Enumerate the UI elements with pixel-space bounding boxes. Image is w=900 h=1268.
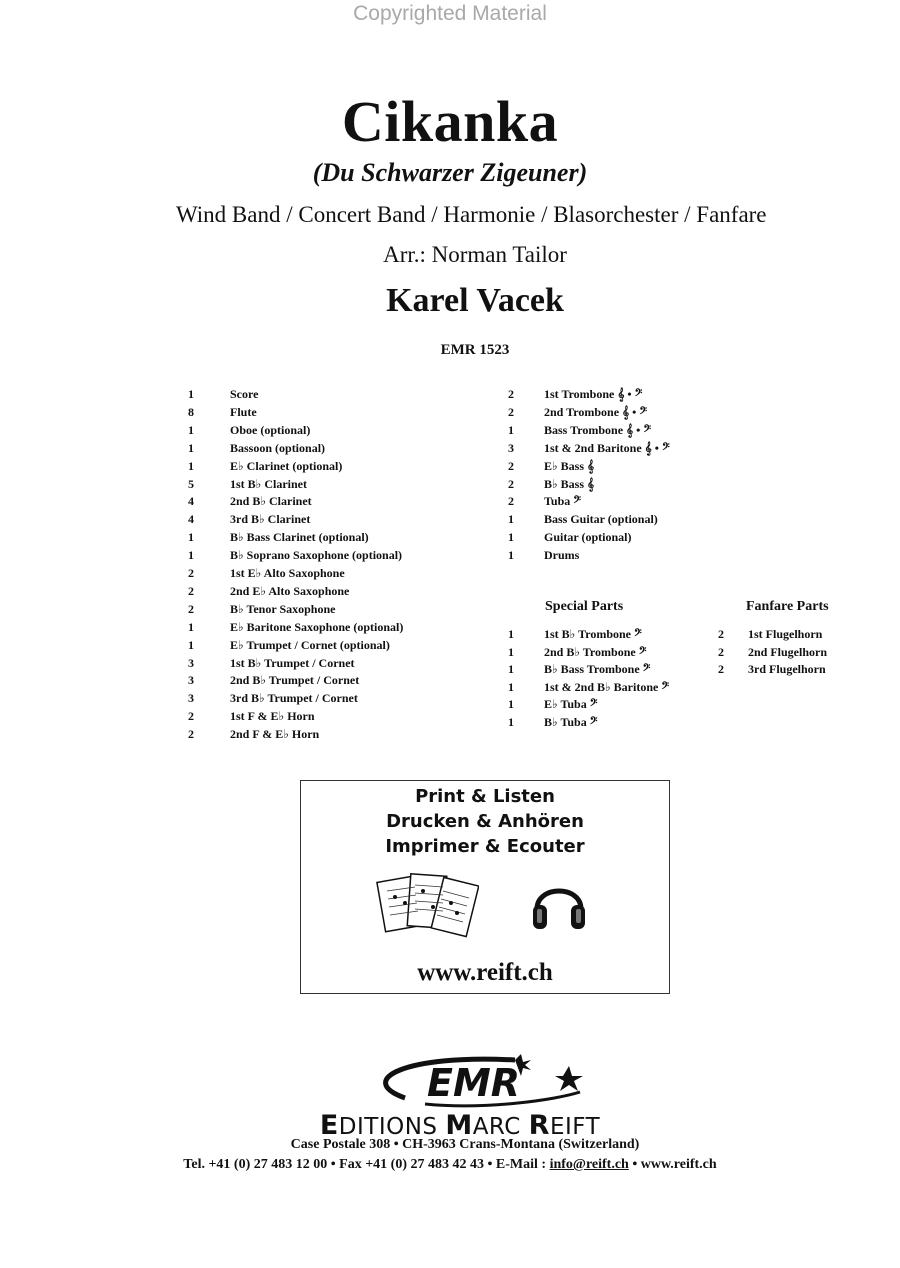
- part-name: 2nd B♭ Trumpet / Cornet: [230, 673, 360, 688]
- part-name: 1st B♭ Trumpet / Cornet: [230, 655, 355, 670]
- emr-logo: [365, 1050, 605, 1110]
- print-listen-box: [300, 780, 670, 994]
- subtitle: (Du Schwarzer Zigeuner): [312, 158, 588, 187]
- part-quantity: 2: [718, 644, 724, 659]
- promo-line-de: Drucken & Anhören: [386, 811, 584, 832]
- part-quantity: 2: [718, 662, 724, 677]
- part-name: 1st & 2nd B♭ Baritone 𝄢: [544, 679, 670, 694]
- part-quantity: 1: [188, 458, 194, 473]
- part-quantity: 2: [188, 583, 194, 598]
- part-quantity: 1: [508, 530, 514, 545]
- part-name: 1st E♭ Alto Saxophone: [230, 566, 345, 580]
- composer-name: Karel Vacek: [386, 282, 564, 319]
- part-name: 2nd Trombone 𝄞 • 𝄢: [544, 404, 648, 419]
- part-name: 2nd Flugelhorn: [748, 644, 828, 659]
- part-quantity: 2: [718, 627, 724, 641]
- part-name: 1st Trombone 𝄞 • 𝄢: [544, 387, 643, 401]
- part-name: Score: [230, 387, 259, 401]
- part-quantity: 1: [188, 548, 194, 563]
- part-name: B♭ Soprano Saxophone (optional): [230, 548, 403, 563]
- special-parts-heading: Special Parts: [545, 599, 624, 614]
- part-name: E♭ Tuba 𝄢: [544, 697, 598, 712]
- part-quantity: 1: [188, 619, 194, 634]
- part-name: B♭ Bass Trombone 𝄢: [544, 662, 651, 677]
- part-name: Bass Guitar (optional): [544, 512, 658, 527]
- part-quantity: 1: [508, 715, 514, 729]
- special-parts-list: [508, 627, 708, 737]
- part-name: B♭ Bass 𝄞: [544, 476, 595, 491]
- part-quantity: 2: [508, 476, 514, 491]
- part-quantity: 4: [188, 512, 194, 527]
- part-quantity: 3: [188, 655, 194, 670]
- part-name: 3rd B♭ Trumpet / Cornet: [230, 691, 358, 706]
- publisher-name: EDITIONS MARC REIFT: [319, 1110, 601, 1141]
- publisher-contact: Tel. +41 (0) 27 483 12 00 • Fax +41 (0) 27 483 42 43 • E-Mail : info@reift.ch • www.reift.ch: [183, 1157, 717, 1172]
- part-quantity: 2: [508, 458, 514, 473]
- part-name: 3rd B♭ Clarinet: [230, 512, 311, 527]
- part-name: B♭ Tenor Saxophone: [230, 601, 336, 616]
- part-quantity: 1: [188, 440, 194, 455]
- headphones-icon: [529, 871, 589, 933]
- part-name: B♭ Bass Clarinet (optional): [230, 530, 369, 545]
- part-quantity: 2: [508, 387, 514, 401]
- publisher-address: Case Postale 308 • CH-3963 Crans-Montana (Switzerland): [290, 1137, 640, 1152]
- part-name: E♭ Baritone Saxophone (optional): [230, 619, 404, 634]
- catalog-number: EMR 1523: [440, 342, 510, 358]
- part-name: E♭ Bass 𝄞: [544, 458, 595, 473]
- promo-line-en: Print & Listen: [415, 786, 555, 807]
- part-quantity: 3: [188, 691, 194, 706]
- part-name: Tuba 𝄢: [544, 494, 581, 509]
- part-quantity: 2: [188, 709, 194, 724]
- watermark-text: Copyrighted Material: [353, 2, 547, 25]
- part-name: 2nd F & E♭ Horn: [230, 727, 320, 742]
- promo-line-fr: Imprimer & Ecouter: [385, 836, 585, 857]
- part-name: 2nd B♭ Clarinet: [230, 494, 312, 509]
- part-name: 2nd E♭ Alto Saxophone: [230, 583, 350, 598]
- part-quantity: 2: [188, 727, 194, 742]
- part-quantity: 3: [508, 440, 514, 455]
- part-quantity: 3: [188, 673, 194, 688]
- sheet-music-icon: [375, 869, 479, 945]
- parts-list-left: [188, 387, 488, 747]
- part-quantity: 1: [508, 697, 514, 712]
- part-quantity: 1: [508, 548, 514, 563]
- arranger-credit: Arr.: Norman Tailor: [383, 242, 567, 267]
- part-name: Guitar (optional): [544, 530, 632, 545]
- part-name: 3rd Flugelhorn: [748, 662, 826, 677]
- part-name: 1st B♭ Trombone 𝄢: [544, 627, 642, 641]
- part-quantity: 2: [188, 601, 194, 616]
- promo-url[interactable]: www.reift.ch: [417, 959, 553, 986]
- part-quantity: 1: [508, 512, 514, 527]
- part-quantity: 1: [508, 422, 514, 437]
- part-quantity: 1: [508, 627, 514, 641]
- part-name: B♭ Tuba 𝄢: [544, 715, 598, 729]
- part-quantity: 1: [508, 662, 514, 677]
- part-quantity: 2: [508, 404, 514, 419]
- part-name: E♭ Trumpet / Cornet (optional): [230, 637, 390, 652]
- parts-list-right: [508, 387, 728, 567]
- part-quantity: 1: [188, 387, 194, 401]
- part-name: 1st & 2nd Baritone 𝄞 • 𝄢: [544, 440, 670, 455]
- logo-text: EMR: [427, 1061, 521, 1105]
- part-quantity: 1: [508, 644, 514, 659]
- part-name: Drums: [544, 548, 580, 563]
- part-name: 1st Flugelhorn: [748, 627, 823, 641]
- part-name: 1st F & E♭ Horn: [230, 709, 315, 724]
- page-title: Cikanka: [341, 89, 559, 154]
- part-quantity: 1: [188, 530, 194, 545]
- part-name: Oboe (optional): [230, 422, 311, 437]
- part-quantity: 1: [508, 679, 514, 694]
- ensemble-line: Wind Band / Concert Band / Harmonie / Blasorchester / Fanfare: [176, 202, 767, 227]
- part-quantity: 1: [188, 637, 194, 652]
- fanfare-parts-list: [718, 627, 848, 687]
- email-link[interactable]: info@reift.ch: [549, 1157, 629, 1172]
- part-name: Flute: [230, 404, 257, 419]
- part-quantity: 4: [188, 494, 194, 509]
- part-name: Bass Trombone 𝄞 • 𝄢: [544, 422, 652, 437]
- part-quantity: 2: [188, 566, 194, 580]
- fanfare-parts-heading: Fanfare Parts: [746, 599, 829, 614]
- part-quantity: 1: [188, 422, 194, 437]
- part-name: 1st B♭ Clarinet: [230, 476, 307, 491]
- part-name: 2nd B♭ Trombone 𝄢: [544, 644, 647, 659]
- part-quantity: 2: [508, 494, 514, 509]
- part-name: Bassoon (optional): [230, 440, 326, 455]
- part-name: E♭ Clarinet (optional): [230, 458, 343, 473]
- part-quantity: 5: [188, 476, 194, 491]
- part-quantity: 8: [188, 404, 194, 419]
